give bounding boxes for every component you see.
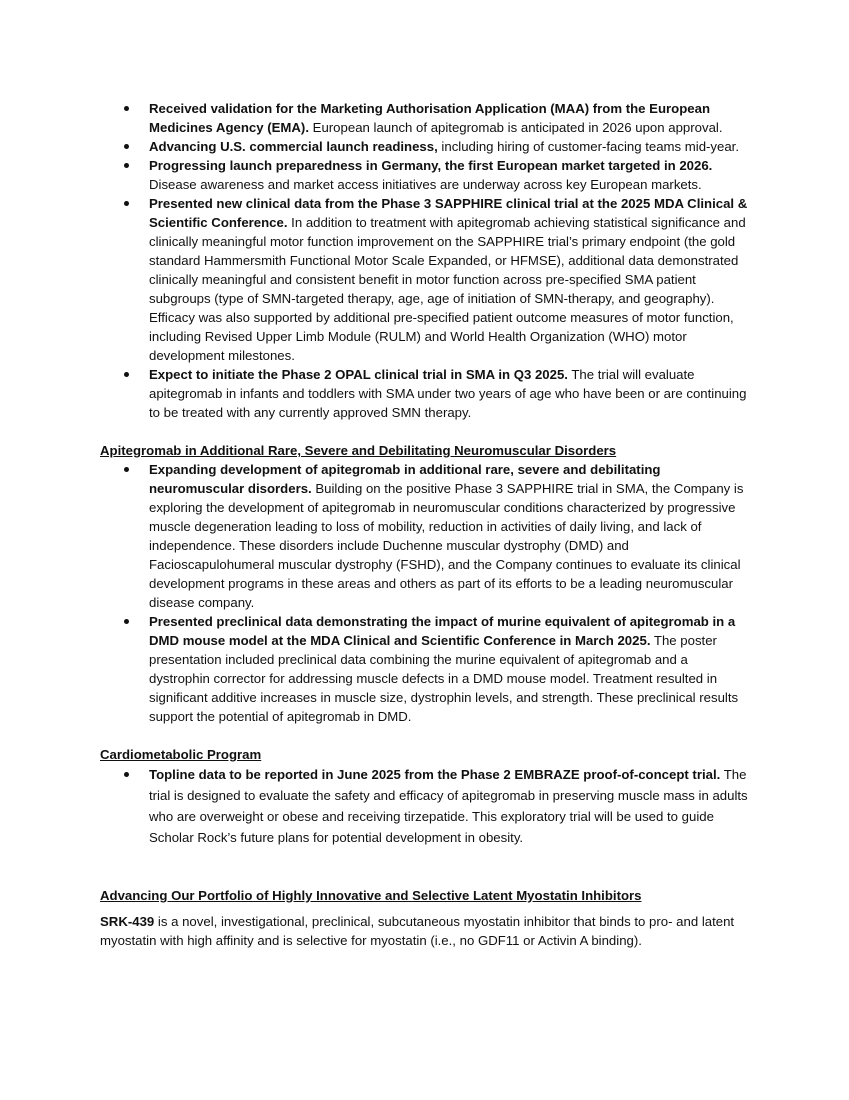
neuromuscular-bullet-list [100, 460, 752, 726]
list-item: Received validation for the Marketing Authorisation Application (MAA) from the European Medicines Agency (EMA). European launch of apitegromab is anticipated in 2026 upon approval. [100, 99, 752, 137]
bullet-icon [124, 201, 129, 206]
bullet-icon [124, 619, 129, 624]
sma-bullet-list [100, 99, 752, 422]
bullet-icon [124, 163, 129, 168]
bullet-icon [124, 372, 129, 377]
document-content [100, 99, 752, 950]
bullet-icon [124, 144, 129, 149]
list-item: Presented new clinical data from the Phase 3 SAPPHIRE clinical trial at the 2025 MDA Clinical & Scientific Conference. In addition to treatment with apitegromab achieving statistical significance and clinically meaningful motor function improvement on the SAPPHIRE trial’s primary endpoint (the gold standard Hammersmith Functional Motor Scale Expanded, or HFMSE), additional data demonstrated clinically meaningful and consistent benefit in motor function across pre-specified SMA patient subgroups (type of SMN-targeted therapy, age, age of initiation of SMN-therapy, and geography). Efficacy was also supported by additional pre-specified patient outcome measures of motor function, including Revised Upper Limb Module (RULM) and World Health Organization (WHO) motor development milestones. [100, 194, 752, 365]
bullet-icon [124, 467, 129, 472]
portfolio-section-heading: Advancing Our Portfolio of Highly Innovative and Selective Latent Myostatin Inhibitors [100, 888, 642, 903]
list-item: Presented preclinical data demonstrating the impact of murine equivalent of apitegromab in a DMD mouse model at the MDA Clinical and Scientific Conference in March 2025. The poster presentation included preclinical data combining the murine equivalent of apitegromab and a dystrophin corrector for addressing muscle defects in a DMD mouse model. Treatment resulted in significant additive increases in muscle size, dystrophin levels, and strength. These preclinical results support the potential of apitegromab in DMD. [100, 612, 752, 726]
list-item: Advancing U.S. commercial launch readiness, including hiring of customer-facing teams mid-year. [100, 137, 752, 156]
cardiometabolic-bullet-list [100, 764, 752, 848]
list-item: Expanding development of apitegromab in additional rare, severe and debilitating neuromuscular disorders. Building on the positive Phase 3 SAPPHIRE trial in SMA, the Company is exploring the development of apitegromab in neuromuscular conditions characterized by progressive muscle degeneration leading to loss of mobility, reduction in activities of daily living, and lack of independence. These disorders include Duchenne muscular dystrophy (DMD) and Facioscapulohumeral muscular dystrophy (FSHD), and the Company continues to evaluate its clinical development programs in these areas and others as part of its efforts to be a leading neuromuscular disease company. [100, 460, 752, 612]
list-item: Progressing launch preparedness in Germany, the first European market targeted in 2026. Disease awareness and market access initiatives are underway across key European markets. [100, 156, 752, 194]
list-item: Expect to initiate the Phase 2 OPAL clinical trial in SMA in Q3 2025. The trial will evaluate apitegromab in infants and toddlers with SMA under two years of age who have been or are continuing to be treated with any currently approved SMN therapy. [100, 365, 752, 422]
portfolio-paragraph: SRK-439 is a novel, investigational, preclinical, subcutaneous myostatin inhibitor that binds to pro- and latent myostatin with high affinity and is selective for myostatin (i.e., no GDF11 or Activin A binding). [100, 914, 735, 948]
bullet-icon [124, 772, 129, 777]
srk-439-label: SRK-439 [100, 914, 155, 929]
list-item: Topline data to be reported in June 2025 from the Phase 2 EMBRAZE proof-of-concept trial. The trial is designed to evaluate the safety and efficacy of apitegromab in preserving muscle mass in adults who are overweight or obese and receiving tirzepatide. This exploratory trial will be used to guide Scholar Rock’s future plans for potential development in obesity. [100, 764, 752, 848]
neuromuscular-section-heading: Apitegromab in Additional Rare, Severe and Debilitating Neuromuscular Disorders [100, 443, 617, 458]
cardiometabolic-section-heading: Cardiometabolic Program [100, 747, 262, 762]
bullet-icon [124, 106, 129, 111]
